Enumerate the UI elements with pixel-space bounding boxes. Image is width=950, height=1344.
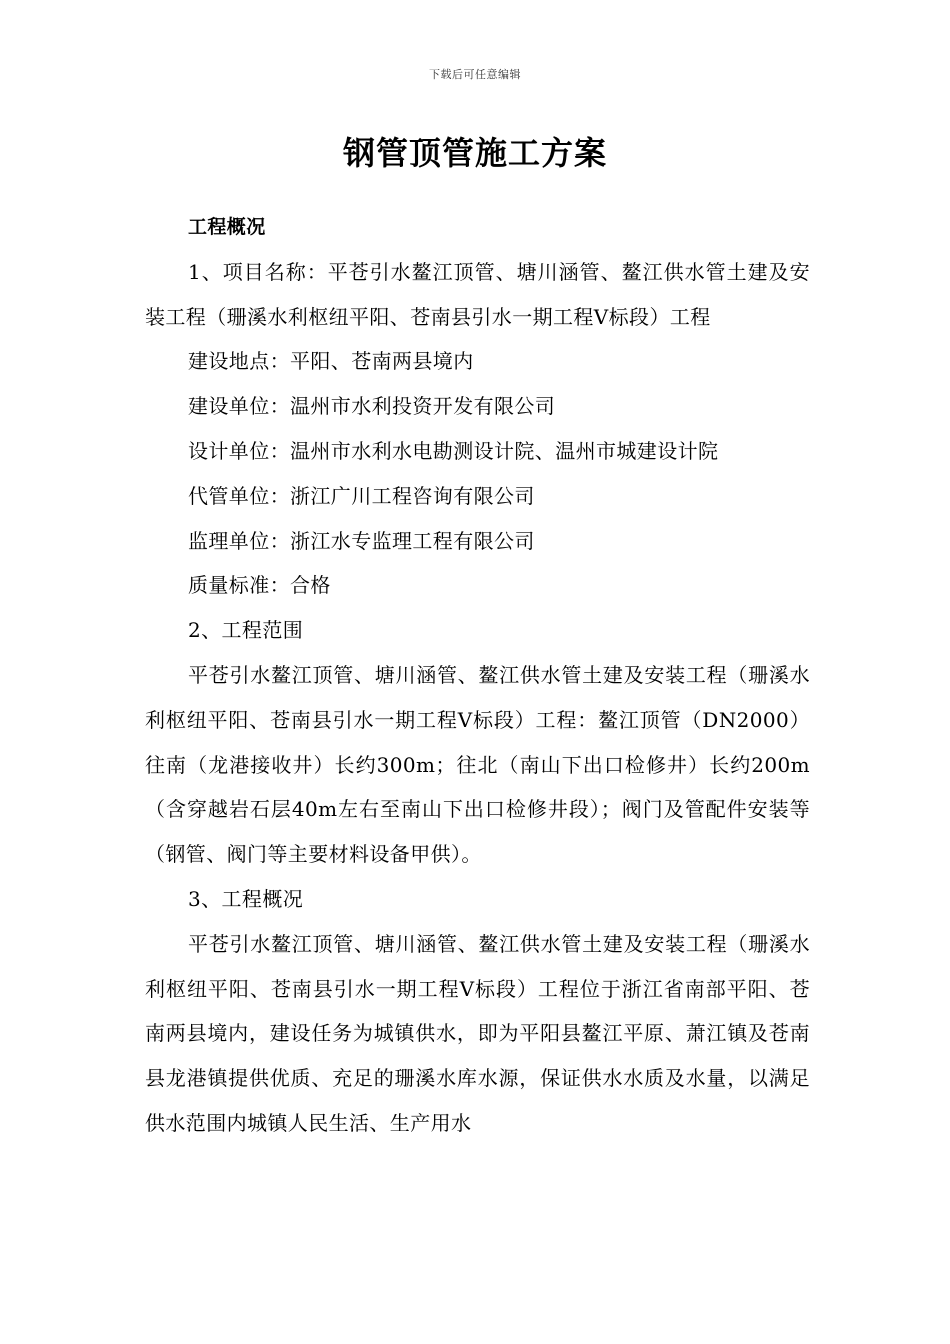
header-note: 下载后可任意编辑	[429, 68, 521, 81]
paragraph-designer: 设计单位：温州市水利水电勘测设计院、温州市城建设计院	[188, 438, 719, 463]
paragraph-location: 建设地点：平阳、苍南两县境内	[188, 349, 474, 374]
paragraph-overview-heading: 3、工程概况	[188, 886, 304, 911]
paragraph-overview: 平苍引水鳌江顶管、塘川涵管、鳌江供水管土建及安装工程（珊溪水利枢纽平阳、苍南县引水一期工程Ⅴ标段）工程位于浙江省南部平阳、苍南两县境内，建设任务为城镇供水，即为平阳县鳌江平原、萧江镇及苍南县龙港镇提供优质、充足的珊溪水库水源，保证供水水质及水量，以满足供水范围内城镇人民生活、生产用水	[145, 931, 810, 1135]
document-title: 钢管顶管施工方案	[342, 134, 607, 172]
paragraph-supervisor: 监理单位：浙江水专监理工程有限公司	[188, 528, 535, 553]
paragraph-owner: 建设单位：温州市水利投资开发有限公司	[188, 394, 556, 419]
paragraph-scope-heading: 2、工程范围	[188, 618, 304, 643]
paragraph-scope: 平苍引水鳌江顶管、塘川涵管、鳌江供水管土建及安装工程（珊溪水利枢纽平阳、苍南县引水一期工程Ⅴ标段）工程：鳌江顶管（DN2000）往南（龙港接收井）长约300m；往北（南山下出口检修井）长约200m（含穿越岩石层40m左右至南山下出口检修井段）；阀门及管配件安装等（钢管、阀门等主要材料设备甲供）。	[145, 662, 810, 867]
paragraph-project-name: 1、项目名称：平苍引水鳌江顶管、塘川涵管、鳌江供水管土建及安装工程（珊溪水利枢纽平阳、苍南县引水一期工程Ⅴ标段）工程	[145, 259, 810, 329]
paragraph-agent: 代管单位：浙江广川工程咨询有限公司	[188, 483, 535, 508]
document-body	[145, 205, 810, 1146]
paragraph-quality: 质量标准：合格	[188, 573, 331, 598]
section-heading: 工程概况	[188, 216, 266, 238]
